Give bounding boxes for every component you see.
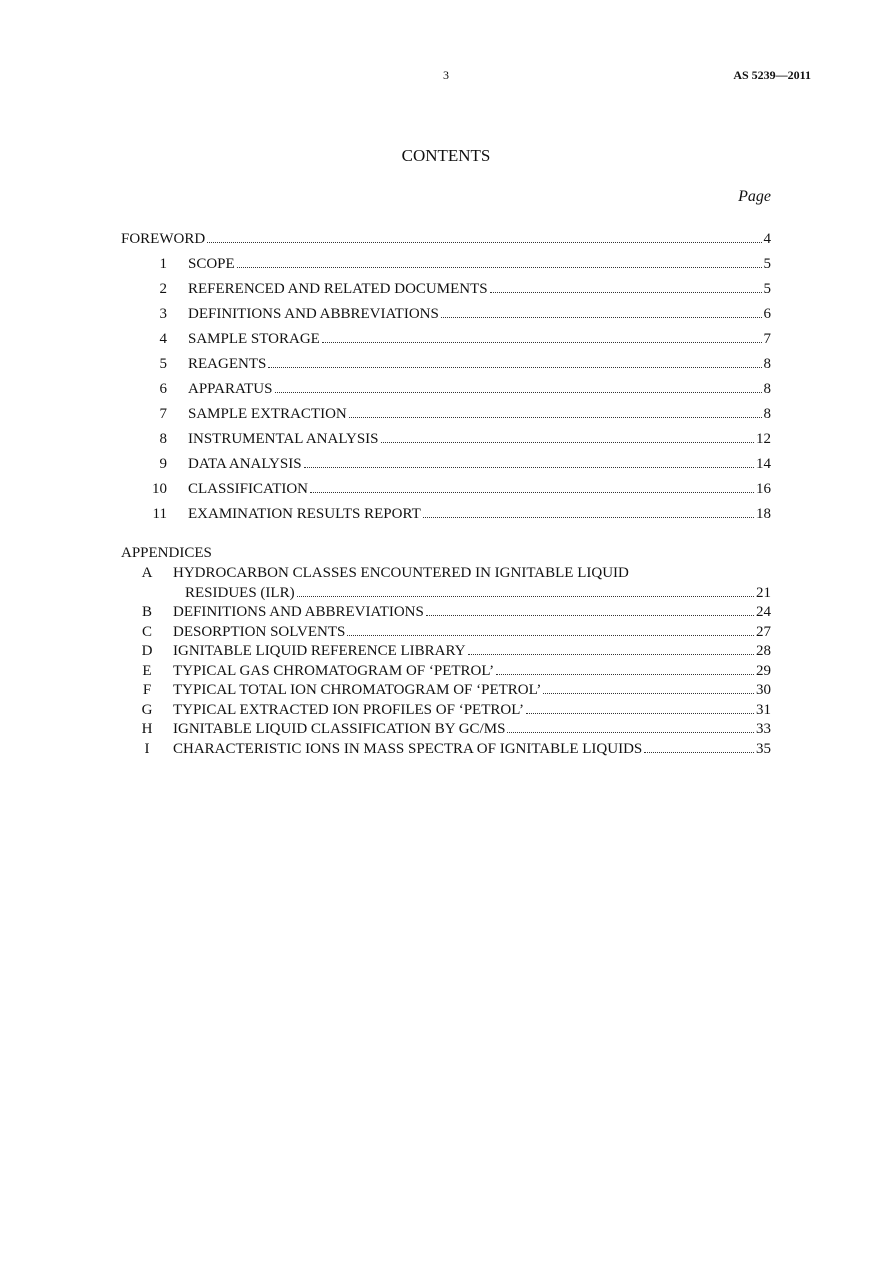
dot-leader [322, 341, 762, 343]
dot-leader [349, 416, 762, 418]
appendix-title: CHARACTERISTIC IONS IN MASS SPECTRA OF IGNITABLE LIQUIDS [173, 740, 643, 757]
page-number: 3 [443, 68, 449, 82]
appendix-title: IGNITABLE LIQUID REFERENCE LIBRARY [173, 643, 466, 659]
dot-leader [310, 491, 754, 493]
toc-entry-page: 6 [763, 306, 771, 322]
dot-leader [426, 614, 754, 616]
dot-leader [347, 634, 754, 636]
toc-entry-page: 5 [763, 256, 771, 272]
appendix-entry[interactable] [121, 603, 771, 623]
appendix-letter: B [141, 604, 152, 620]
appendix-entry[interactable] [121, 681, 771, 701]
toc-entry[interactable] [121, 252, 771, 277]
toc-entry-title: SAMPLE EXTRACTION [188, 406, 347, 422]
appendix-page: 35 [756, 740, 771, 757]
table-of-contents [121, 227, 771, 527]
appendix-entry[interactable] [121, 662, 771, 682]
toc-entry-title: CLASSIFICATION [188, 481, 309, 497]
toc-entry-title: INSTRUMENTAL ANALYSIS [188, 431, 379, 447]
toc-entry-number: 1 [159, 256, 167, 272]
dot-leader [507, 731, 754, 733]
toc-entry-page: 7 [763, 331, 771, 347]
dot-leader [441, 316, 762, 318]
appendix-title-line1: HYDROCARBON CLASSES ENCOUNTERED IN IGNITABLE LIQUID [173, 565, 629, 581]
document-code: AS 5239—2011 [733, 68, 811, 82]
toc-entry[interactable] [121, 277, 771, 302]
appendix-letter: D [141, 643, 153, 659]
appendix-letter: E [142, 662, 152, 679]
toc-entry-foreword[interactable] [121, 227, 771, 252]
contents-title: CONTENTS [401, 146, 491, 165]
toc-entry[interactable] [121, 502, 771, 527]
appendix-entry[interactable] [121, 584, 771, 604]
appendix-entry-first-line[interactable] [121, 564, 771, 584]
toc-entry-number: 10 [152, 481, 167, 497]
appendix-title: DESORPTION SOLVENTS [173, 623, 346, 640]
toc-entry-title: FOREWORD [121, 231, 206, 247]
toc-entry-number: 2 [159, 281, 167, 297]
appendix-entry[interactable] [121, 720, 771, 740]
dot-leader [381, 441, 755, 443]
appendix-entry[interactable] [121, 642, 771, 662]
toc-entry-page: 8 [763, 356, 771, 372]
toc-entry-number: 11 [152, 506, 167, 522]
toc-entry[interactable] [121, 327, 771, 352]
appendix-letter: A [141, 565, 153, 581]
dot-leader [490, 291, 762, 293]
toc-entry-page: 18 [756, 506, 771, 522]
toc-entry-page: 16 [756, 481, 771, 497]
toc-entry[interactable] [121, 427, 771, 452]
appendix-letter: G [141, 701, 153, 718]
appendix-title: RESIDUES (ILR) [185, 584, 295, 601]
toc-entry-title: REAGENTS [188, 356, 267, 372]
appendix-letter: F [142, 682, 152, 698]
appendix-page: 31 [756, 701, 771, 718]
dot-leader [496, 673, 754, 675]
appendix-page: 33 [756, 721, 771, 737]
dot-leader [297, 595, 754, 597]
toc-entry-number: 3 [159, 306, 167, 322]
toc-entry[interactable] [121, 477, 771, 502]
dot-leader [423, 516, 754, 518]
appendix-page: 27 [756, 623, 771, 640]
appendix-title: IGNITABLE LIQUID CLASSIFICATION BY GC/MS [173, 721, 506, 737]
dot-leader [304, 466, 754, 468]
toc-entry-title: REFERENCED AND RELATED DOCUMENTS [188, 281, 488, 297]
dot-leader [207, 241, 761, 243]
toc-entry[interactable] [121, 377, 771, 402]
toc-entry-number: 4 [159, 331, 167, 347]
toc-entry-number: 8 [159, 431, 167, 447]
appendix-entry[interactable] [121, 623, 771, 643]
toc-entry[interactable] [121, 402, 771, 427]
toc-entry-title: SCOPE [188, 256, 235, 272]
toc-entry[interactable] [121, 302, 771, 327]
dot-leader [526, 712, 754, 714]
appendix-letter: I [144, 740, 150, 757]
toc-entry-number: 6 [159, 381, 167, 397]
dot-leader [268, 366, 761, 368]
appendix-title: TYPICAL TOTAL ION CHROMATOGRAM OF ‘PETROL’ [173, 682, 542, 698]
appendix-letter: H [141, 721, 153, 737]
appendix-page: 29 [756, 662, 771, 679]
toc-entry-page: 5 [763, 281, 771, 297]
toc-entry-title: DEFINITIONS AND ABBREVIATIONS [188, 306, 439, 322]
toc-entry-title: DATA ANALYSIS [188, 456, 302, 472]
appendices-list [121, 542, 771, 759]
page-column-label: Page [738, 188, 771, 205]
appendix-page: 24 [756, 604, 771, 620]
dot-leader [468, 653, 754, 655]
toc-entry-title: EXAMINATION RESULTS REPORT [188, 506, 421, 522]
toc-entry-number: 7 [159, 406, 167, 422]
toc-entry-title: SAMPLE STORAGE [188, 331, 320, 347]
toc-entry-number: 9 [159, 456, 167, 472]
appendix-page: 28 [756, 643, 771, 659]
appendix-entry[interactable] [121, 701, 771, 721]
appendix-title: DEFINITIONS AND ABBREVIATIONS [173, 604, 424, 620]
dot-leader [644, 751, 754, 753]
dot-leader [543, 692, 754, 694]
toc-entry-page: 12 [756, 431, 771, 447]
toc-entry-page: 8 [763, 406, 771, 422]
dot-leader [275, 391, 762, 393]
toc-entry[interactable] [121, 452, 771, 477]
appendix-page: 30 [756, 682, 771, 698]
appendix-title: TYPICAL EXTRACTED ION PROFILES OF ‘PETROL’ [173, 701, 524, 718]
appendix-letter: C [141, 623, 152, 640]
appendix-page: 21 [756, 584, 771, 601]
appendices-heading: APPENDICES [121, 545, 212, 561]
appendix-entry[interactable] [121, 740, 771, 760]
toc-entry-title: APPARATUS [188, 381, 273, 397]
dot-leader [237, 266, 762, 268]
toc-entry[interactable] [121, 352, 771, 377]
appendix-title: TYPICAL GAS CHROMATOGRAM OF ‘PETROL’ [173, 662, 495, 679]
toc-entry-page: 8 [763, 381, 771, 397]
toc-entry-number: 5 [159, 356, 167, 372]
toc-entry-page: 4 [763, 231, 771, 247]
toc-entry-page: 14 [756, 456, 771, 472]
